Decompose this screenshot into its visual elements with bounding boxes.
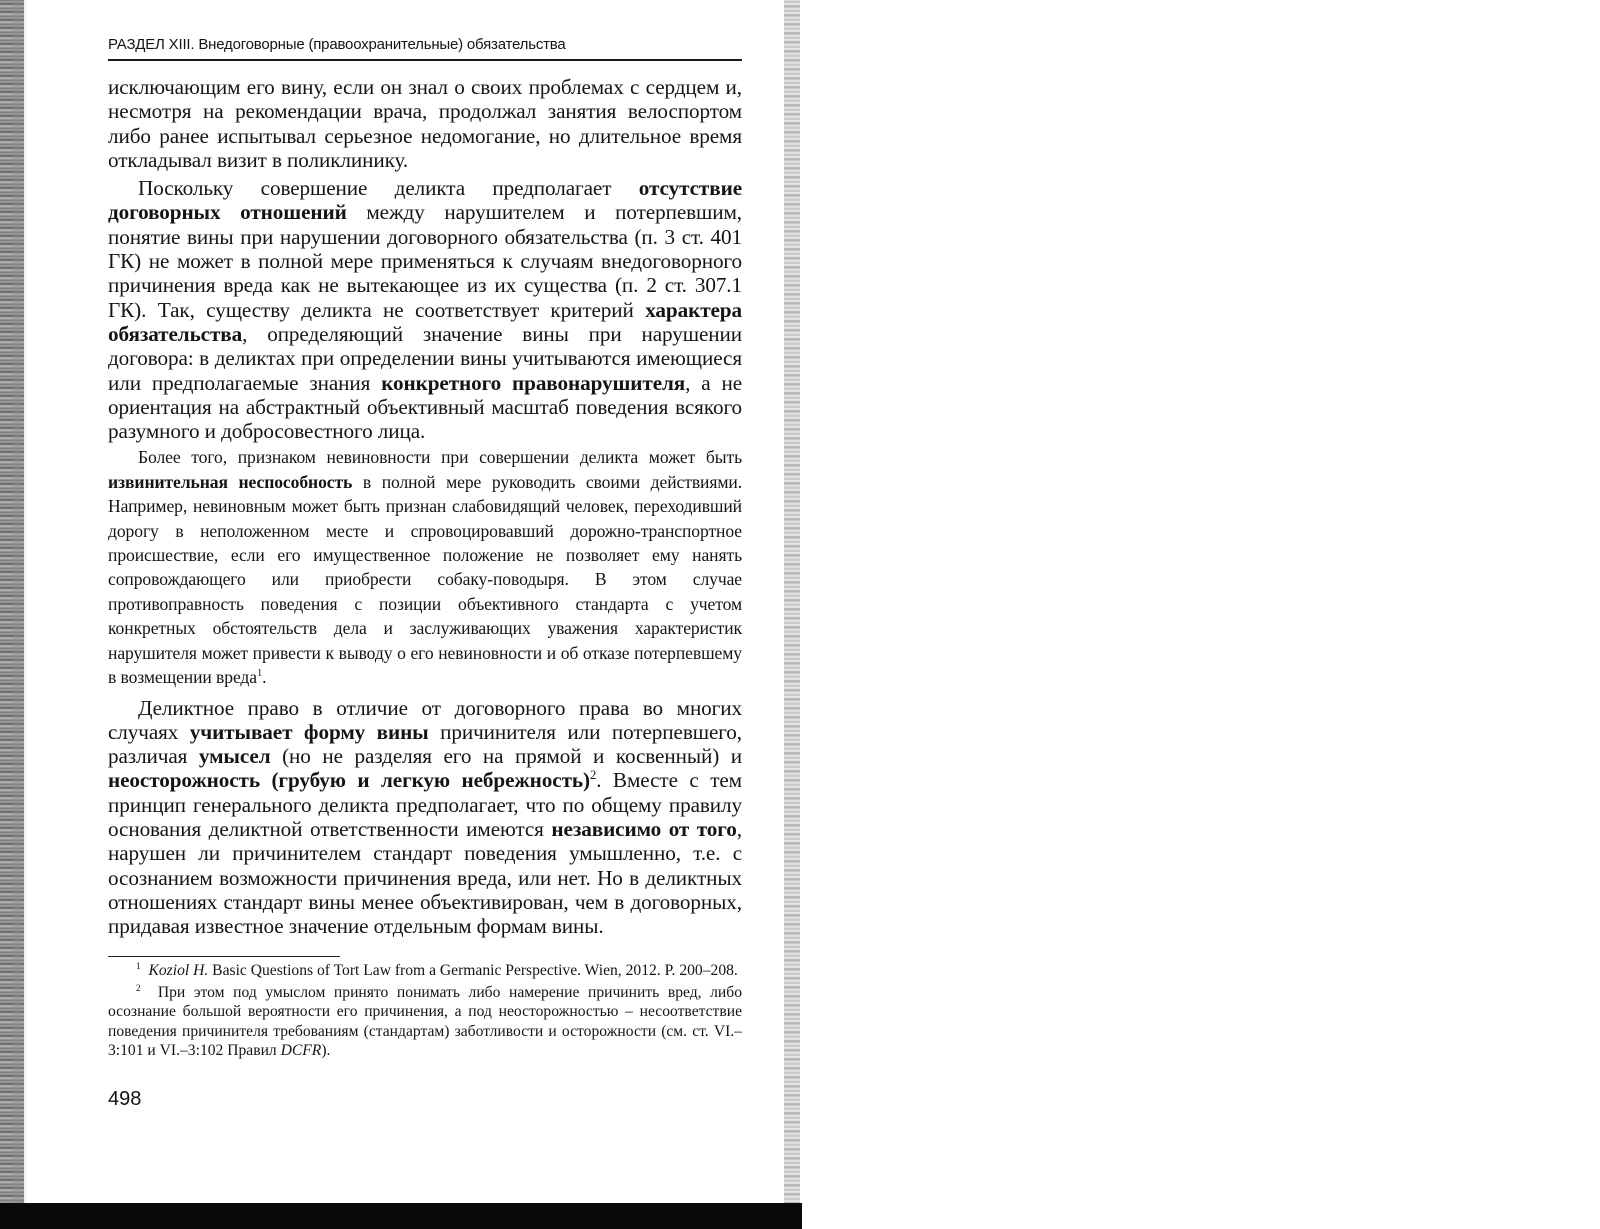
text-run: , а не ориентация на абстрактный объективный масштаб поведения всякого разумного и добросовестного лица.: [108, 370, 742, 444]
text-run: . Вместе с тем принцип генерального деликта предполагает, что по общему правилу основания деликтной ответственности имеются: [108, 768, 742, 841]
running-head: РАЗДЕЛ XIII. Внедоговорные (правоохранительные) обязательства: [108, 36, 742, 61]
bold-term: умысел: [198, 744, 271, 769]
footnote-mark: 2: [136, 983, 141, 994]
bold-term: неосторожность (грубую и легкую небрежность): [108, 768, 590, 793]
bold-term: характера обязательства: [108, 297, 742, 346]
text-run: Basic Questions of Tort Law from a Germanic Perspective. Wien, 2012. P. 200–208.: [208, 962, 738, 980]
footnote-ref: 1: [256, 668, 263, 680]
scan-bottom-bar: [0, 1203, 802, 1229]
text-run: (но не разделяя его на прямой и косвенный) и: [270, 744, 742, 769]
text-run: Поскольку совершение деликта предполагает: [138, 176, 639, 201]
text-run: При этом под умыслом принято понимать либо намерение причинить вред, либо осознание большой вероятности его причинения, а под неосторожностью – несоответствие поведения причинителя требованиям (стандартам) заботливости и осторожности (см. ст. VI.–3:101 и VI.–3:102 Правил: [108, 983, 743, 1060]
bold-term: учитывает форму вины: [189, 719, 429, 744]
page-number: 498: [108, 1088, 142, 1110]
footnote: [108, 961, 742, 980]
scan-edge-left: [0, 0, 24, 1205]
bold-term: конкретного правонарушителя: [381, 370, 686, 395]
book-page: [108, 36, 742, 1061]
text-run: в полной мере руководить своими действиями. Например, невиновным может быть признан слабовидящий человек, переходивший дорогу в неположенном месте и спровоцировавший дорожно-транспортное происшествие, если его имущественное положение не позволяет ему нанять сопровождающего или приобрести собаку-поводыря. В этом случае противоправность поведения с позиции объективного стандарта с учетом конкретных обстоятельств дела и заслуживающих уважения характеристик нарушителя может привести к выводу о его невиновности и об отказе потерпевшему в возмещении вреда: [108, 471, 742, 688]
bold-term: извинительная неспособность: [108, 471, 353, 492]
book-gutter: [784, 0, 800, 1205]
text-run: , определяющий значение вины при нарушении договора: в деликтах при определении вины учитываются имеющиеся или предполагаемые знания: [108, 321, 742, 395]
paragraph: [108, 75, 742, 172]
paragraph: [108, 445, 742, 689]
body-text: [108, 75, 742, 938]
bold-term: независимо от того: [551, 817, 737, 841]
text-run: .: [262, 667, 267, 688]
italic-text: Koziol H.: [148, 962, 209, 980]
footnote: [108, 983, 742, 1061]
text-run: ).: [321, 1042, 331, 1060]
text-run: Более того, признаком невиновности при совершении деликта может быть: [138, 447, 742, 468]
footnote-ref: 2: [589, 768, 597, 783]
paragraph: [108, 176, 742, 443]
footnote-rule: [108, 956, 340, 957]
paragraph: [108, 696, 742, 939]
text-run: исключающим его вину, если он знал о своих проблемах с сердцем и, несмотря на рекомендации врача, продолжал занятия велоспортом либо ранее испытывал серьезное недомогание, но длительное время откладывал визит в поликлинику.: [108, 75, 742, 172]
text-run: , нарушен ли причинителем стандарт поведения умышленно, т.е. с осознанием возможности причинения вреда, или нет. Но в деликтных отношениях стандарт вины менее объективирован, чем в договорных, придавая известное значение отдельным формам вины.: [108, 817, 742, 939]
footnotes: [108, 961, 742, 1060]
text-run: причинителя или потерпевшего, различая: [108, 719, 743, 769]
text-run: Деликтное право в отличие от договорного права во многих случаях: [108, 695, 742, 744]
italic-text: DCFR: [280, 1042, 322, 1060]
text-run: между нарушителем и потерпевшим, понятие вины при нарушении договорного обязательства (п. 3 ст. 401 ГК) не может в полной мере применяться к случаям внедоговорного причинения вреда как не вытекающее из их существа (п. 2 ст. 307.1 ГК). Так, существу деликта не соответствует критерий: [108, 200, 742, 322]
footnote-mark: 1: [136, 962, 141, 973]
bold-term: отсутствие договорных отношений: [108, 176, 742, 225]
